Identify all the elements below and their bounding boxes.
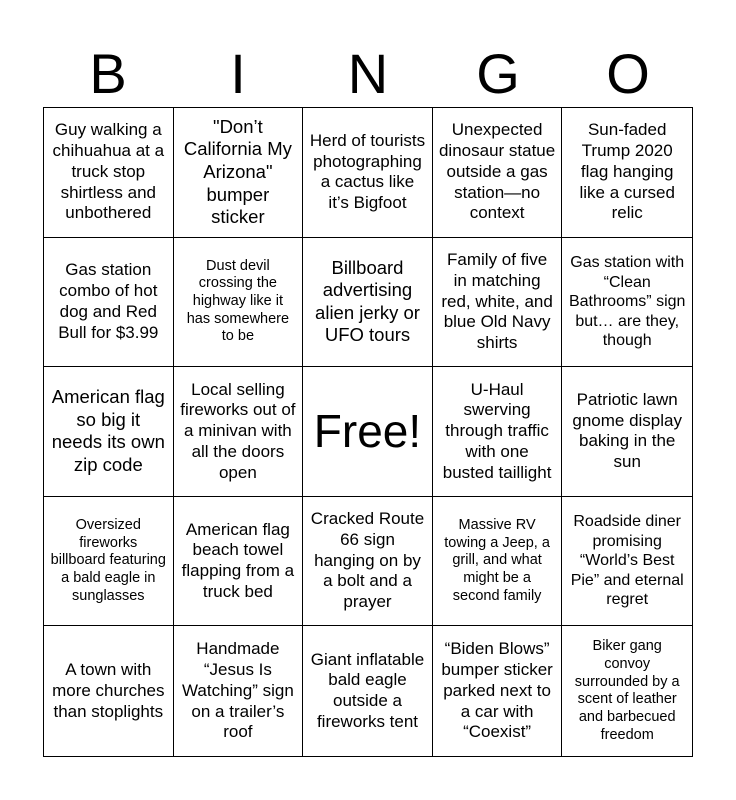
bingo-cell[interactable]: Cracked Route 66 sign hanging on by a bolt and a prayer — [303, 497, 433, 627]
bingo-cell[interactable]: Local selling fireworks out of a minivan with all the doors open — [174, 367, 304, 497]
header-letter-o: O — [606, 42, 650, 105]
bingo-cell[interactable]: Herd of tourists photographing a cactus like it’s Bigfoot — [303, 108, 433, 238]
header-letter-i: I — [230, 42, 246, 105]
header-letter-g: G — [476, 42, 520, 105]
header-letter-n: N — [347, 42, 389, 105]
bingo-card-grid — [43, 107, 693, 757]
bingo-cell[interactable]: Patriotic lawn gnome display baking in the sun — [562, 367, 692, 497]
bingo-cell[interactable]: Handmade “Jesus Is Watching” sign on a trailer’s roof — [174, 626, 304, 756]
header-letter-b: B — [89, 42, 127, 105]
bingo-cell[interactable]: Billboard advertising alien jerky or UFO tours — [303, 238, 433, 368]
bingo-header — [43, 40, 693, 108]
bingo-cell[interactable]: Dust devil crossing the highway like it has somewhere to be — [174, 238, 304, 368]
bingo-cell[interactable]: American flag beach towel flapping from a truck bed — [174, 497, 304, 627]
bingo-cell[interactable]: Family of five in matching red, white, and blue Old Navy shirts — [433, 238, 563, 368]
bingo-cell[interactable]: Oversized fireworks billboard featuring a bald eagle in sunglasses — [44, 497, 174, 627]
bingo-cell[interactable]: "Don’t California My Arizona" bumper sticker — [174, 108, 304, 238]
bingo-cell[interactable]: Guy walking a chihuahua at a truck stop shirtless and unbothered — [44, 108, 174, 238]
bingo-cell[interactable]: Unexpected dinosaur statue outside a gas station—no context — [433, 108, 563, 238]
bingo-cell[interactable]: Gas station with “Clean Bathrooms” sign but… are they, though — [562, 238, 692, 368]
bingo-cell[interactable]: Massive RV towing a Jeep, a grill, and what might be a second family — [433, 497, 563, 627]
bingo-cell[interactable]: Biker gang convoy surrounded by a scent of leather and barbecued freedom — [574, 638, 680, 743]
bingo-cell[interactable]: Giant inflatable bald eagle outside a fireworks tent — [303, 626, 433, 756]
bingo-cell[interactable]: A town with more churches than stoplights — [44, 626, 174, 756]
bingo-cell[interactable]: American flag so big it needs its own zip code — [44, 367, 174, 497]
free-space-cell[interactable]: Free! — [303, 367, 433, 497]
bingo-cell[interactable]: Roadside diner promising “World’s Best Pie” and eternal regret — [562, 497, 692, 627]
bingo-cell[interactable]: Sun-faded Trump 2020 flag hanging like a cursed relic — [562, 108, 692, 238]
bingo-cell[interactable]: U-Haul swerving through traffic with one busted taillight — [433, 367, 563, 497]
bingo-cell[interactable]: “Biden Blows” bumper sticker parked next to a car with “Coexist” — [433, 626, 563, 756]
bingo-cell[interactable]: Gas station combo of hot dog and Red Bull for $3.99 — [44, 238, 174, 368]
